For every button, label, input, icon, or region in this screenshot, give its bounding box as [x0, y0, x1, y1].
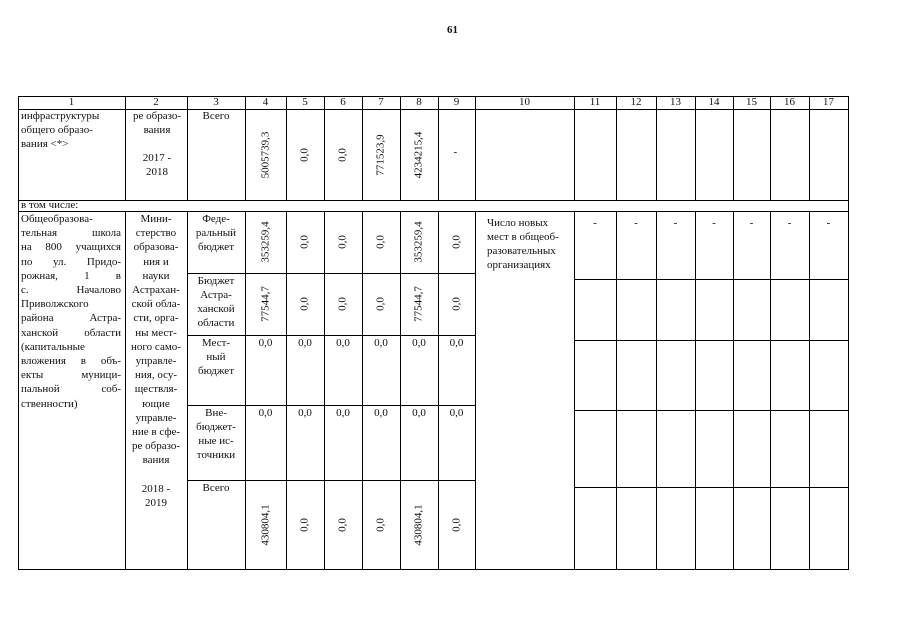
- table-rule: [656, 211, 657, 569]
- table-rule: [187, 273, 476, 274]
- funding-value: 77544,7: [412, 286, 425, 322]
- funding-source-line: точники: [196, 449, 236, 461]
- funding-source-line: Бюджет: [197, 275, 235, 287]
- funding-value: 0,0: [336, 407, 350, 419]
- top-row-period-line: 2018: [146, 166, 168, 178]
- table-rule: [475, 211, 476, 569]
- project-name-line: Приволжского: [21, 298, 89, 311]
- table-rule: [286, 211, 287, 569]
- table-rule: [18, 96, 19, 200]
- project-name-line: рожная, 1 в: [21, 269, 121, 282]
- column-header-9: 9: [453, 96, 460, 108]
- table-rule: [18, 200, 19, 211]
- table-rule: [733, 96, 734, 200]
- top-row-value-c9: -: [453, 146, 458, 158]
- top-row-value-c7: 771523,9: [374, 134, 387, 176]
- column-header-6: 6: [340, 96, 346, 108]
- funding-value: 0,0: [298, 235, 311, 249]
- top-row-indicator-line: общего образо-: [21, 124, 93, 136]
- indicator-dash: -: [826, 217, 831, 229]
- column-header-15: 15: [746, 96, 757, 108]
- table-rule: [695, 96, 696, 200]
- table-rule: [324, 96, 325, 200]
- project-responsible-line: ного само-: [131, 340, 181, 353]
- table-rule: [187, 405, 476, 406]
- funding-source-line: ные ис-: [198, 435, 234, 447]
- funding-source-line: Вне-: [205, 407, 227, 419]
- project-indicator-line: Число новых: [487, 217, 549, 229]
- funding-value: 0,0: [298, 517, 311, 532]
- table-rule: [362, 96, 363, 200]
- project-name-line: на 800 учащихся: [21, 241, 121, 254]
- funding-value: 353259,4: [259, 221, 271, 263]
- project-responsible-line: ре образо-: [131, 440, 181, 453]
- project-responsible-line: ния и: [143, 255, 169, 268]
- indicator-dash: -: [673, 217, 678, 229]
- table-rule: [286, 96, 287, 200]
- project-responsible-line: ны мест-: [135, 326, 177, 339]
- funding-source-line: бюджет: [198, 365, 234, 377]
- indicator-dash: -: [593, 217, 597, 229]
- project-responsible-line: Астрахан-: [132, 284, 180, 296]
- funding-source-line: Феде-: [202, 213, 230, 225]
- project-responsible-line: ской обла-: [131, 298, 181, 311]
- funding-value: 0,0: [412, 337, 426, 349]
- funding-value: 0,0: [298, 407, 312, 419]
- table-rule: [125, 211, 126, 569]
- column-header-2: 2: [153, 96, 159, 108]
- funding-value: 0,0: [336, 517, 349, 532]
- table-rule: [187, 211, 188, 569]
- funding-value: 0,0: [258, 407, 273, 419]
- table-rule: [574, 96, 575, 200]
- funding-value: 430804,1: [412, 503, 425, 546]
- column-header-4: 4: [262, 96, 269, 108]
- indicator-dash: -: [787, 217, 792, 229]
- project-responsible-line: ществля-: [134, 383, 178, 396]
- table-rule: [400, 96, 401, 200]
- funding-value: 0,0: [450, 235, 462, 249]
- top-row-value-c8: 4234215,4: [412, 131, 425, 179]
- project-responsible-line: управле-: [135, 355, 177, 367]
- table-rule: [809, 96, 810, 200]
- top-row-value-c6: 0,0: [336, 148, 349, 162]
- table-rule: [245, 211, 246, 569]
- column-header-12: 12: [630, 96, 642, 108]
- project-name-line: района Астра-: [21, 312, 121, 325]
- project-responsible-line: 2019: [145, 497, 167, 509]
- column-header-8: 8: [416, 96, 422, 108]
- project-responsible-line: вания: [142, 454, 170, 467]
- column-header-1: 1: [68, 96, 75, 108]
- top-row-period-line: ре образо-: [132, 110, 182, 122]
- project-responsible-line: ние в сфе-: [131, 426, 181, 438]
- top-row-indicator-line: инфраструктуры: [21, 110, 100, 122]
- project-name-line: (капитальные: [21, 340, 85, 353]
- table-rule: [574, 211, 575, 569]
- project-name-line: вложения в объ-: [21, 355, 121, 367]
- column-header-17: 17: [823, 96, 834, 108]
- funding-value: 353259,4: [412, 221, 425, 263]
- project-indicator-line: организациях: [487, 259, 551, 271]
- column-header-16: 16: [784, 96, 795, 108]
- column-header-11: 11: [589, 96, 601, 108]
- funding-value: 0,0: [450, 297, 462, 311]
- funding-source-line: ный: [206, 351, 226, 363]
- page-number: 61: [447, 24, 458, 36]
- project-name-line: екты муници-: [21, 369, 121, 382]
- project-responsible-line: образова-: [133, 241, 179, 254]
- funding-value: 0,0: [374, 407, 388, 419]
- funding-source-line: ральный: [195, 227, 237, 239]
- table-rule: [362, 211, 363, 569]
- table-rule: [848, 211, 849, 569]
- top-row-value-c5: 0,0: [298, 148, 311, 162]
- funding-source-line: бюджет: [198, 241, 234, 253]
- table-rule: [695, 211, 696, 569]
- table-rule: [770, 211, 771, 569]
- project-responsible-line: ющие: [142, 397, 170, 410]
- table-rule: [475, 96, 476, 200]
- column-header-14: 14: [708, 96, 720, 108]
- project-name-line: ханской области: [21, 326, 121, 339]
- table-rule: [18, 211, 19, 569]
- table-rule: [809, 211, 810, 569]
- table-rule: [656, 96, 657, 200]
- project-responsible-line: Мини-: [140, 213, 172, 225]
- top-row-source: Всего: [202, 110, 230, 122]
- project-indicator-line: мест в общеоб-: [487, 231, 559, 243]
- funding-source-line: ханской: [197, 303, 235, 315]
- project-responsible-line: управле-: [135, 411, 177, 424]
- funding-value: 0,0: [412, 407, 426, 419]
- column-header-5: 5: [302, 96, 308, 108]
- project-name-line: по ул. Придо-: [21, 255, 121, 268]
- funding-value: 0,0: [374, 517, 387, 532]
- project-responsible-line: ния, осу-: [134, 369, 177, 382]
- table-rule: [324, 211, 325, 569]
- top-row-period-line: вания: [143, 124, 171, 136]
- table-rule: [187, 96, 188, 200]
- project-responsible-line: стерство: [135, 227, 177, 240]
- top-row-indicator-line: вания <*>: [21, 138, 69, 150]
- funding-value: 0,0: [298, 297, 311, 311]
- table-rule: [733, 211, 734, 569]
- column-header-7: 7: [378, 96, 384, 108]
- funding-value: 0,0: [450, 517, 462, 532]
- project-name-line: пальной соб-: [21, 383, 121, 396]
- project-responsible-line: 2018 -: [141, 482, 171, 495]
- table-rule: [400, 211, 401, 569]
- table-rule: [848, 200, 849, 211]
- project-indicator-line: разовательных: [487, 245, 556, 257]
- table-rule: [616, 211, 617, 569]
- funding-value: 430804,1: [259, 503, 271, 546]
- table-rule: [187, 480, 476, 481]
- project-name-line: Общеобразова-: [21, 213, 93, 225]
- funding-source-line: Всего: [202, 482, 230, 494]
- funding-value: 0,0: [258, 337, 273, 349]
- funding-source-line: Астра-: [200, 289, 232, 301]
- project-name-line: тельная школа: [21, 227, 121, 240]
- table-rule: [18, 200, 849, 201]
- funding-value: 0,0: [449, 407, 464, 419]
- table-rule: [18, 569, 849, 570]
- project-responsible-line: науки: [142, 269, 170, 282]
- table-rule: [770, 96, 771, 200]
- funding-value: 0,0: [298, 337, 312, 349]
- project-name-line: с. Началово: [21, 284, 121, 296]
- funding-value: 0,0: [336, 235, 349, 249]
- funding-source-line: области: [197, 317, 235, 329]
- funding-value: 77544,7: [259, 286, 271, 322]
- table-rule: [18, 211, 849, 212]
- table-rule: [125, 96, 126, 200]
- top-row-value-c4: 5005739,3: [259, 131, 271, 179]
- table-rule: [848, 96, 849, 200]
- table-rule: [616, 96, 617, 200]
- project-name-line: ственности): [21, 397, 78, 410]
- project-responsible-line: сти, орга-: [133, 312, 179, 325]
- funding-value: 0,0: [374, 297, 387, 311]
- funding-value: 0,0: [374, 337, 388, 349]
- table-rule: [187, 335, 476, 336]
- column-header-10: 10: [519, 96, 530, 108]
- top-row-period-line: 2017 -: [142, 152, 172, 164]
- funding-source-line: бюджет-: [196, 421, 236, 433]
- table-rule: [438, 96, 439, 200]
- indicator-dash: -: [749, 217, 754, 229]
- funding-source-line: Мест-: [201, 337, 231, 349]
- funding-value: 0,0: [336, 337, 350, 349]
- column-header-13: 13: [670, 96, 681, 108]
- column-header-3: 3: [213, 96, 219, 108]
- table-rule: [245, 96, 246, 200]
- funding-value: 0,0: [449, 337, 464, 349]
- indicator-dash: -: [712, 217, 716, 229]
- section-label: в том числе:: [21, 199, 79, 211]
- indicator-dash: -: [634, 217, 638, 229]
- funding-value: 0,0: [336, 297, 349, 311]
- table-rule: [438, 211, 439, 569]
- funding-value: 0,0: [374, 235, 387, 249]
